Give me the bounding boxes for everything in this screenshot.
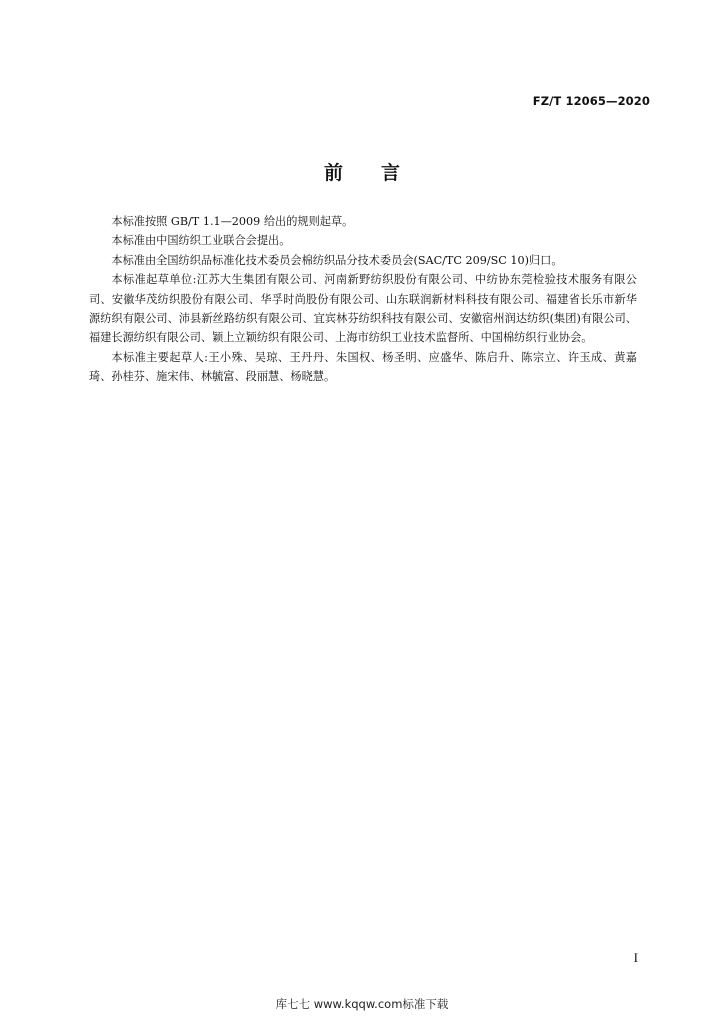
title-char-1: 前	[323, 162, 343, 184]
standard-number: FZ/T 12065—2020	[532, 94, 650, 108]
foreword-body	[89, 212, 637, 387]
paragraph-centralized-by: 本标准由全国纺织品标准化技术委员会棉纺织品分技术委员会(SAC/TC 209/SC 10)归口。	[111, 253, 563, 267]
paragraph-drafting-units: 本标准起草单位:江苏大生集团有限公司、河南新野纺织股份有限公司、中纺协东莞检验技术服务有限公司、安徽华茂纺织股份有限公司、华孚时尚股份有限公司、山东联润新材料科技有限公司、福建省长乐市新华源纺织有限公司、沛县新丝路纺织有限公司、宜宾林芬纺织科技有限公司、安徽宿州润达纺织(集团)有限公司、福建长源纺织有限公司、颖上立颖纺织有限公司、上海市纺织工业技术监督所、中国棉纺织行业协会。	[89, 273, 637, 345]
paragraph-main-drafters: 本标准主要起草人:王小殊、吴琼、王丹丹、朱国权、杨圣明、应盛华、陈启升、陈宗立、许玉成、黄嘉琦、孙桂芬、施宋伟、林毓富、段丽慧、杨晓慧。	[89, 350, 637, 384]
page-title	[0, 158, 724, 185]
paragraph-proposer: 本标准由中国纺织工业联合会提出。	[111, 234, 291, 248]
footer-watermark: 库七七 www.kqqw.com标准下载	[275, 997, 449, 1011]
title-char-2: 言	[381, 162, 401, 184]
page-number: I	[633, 950, 638, 965]
paragraph-drafting-rules: 本标准按照 GB/T 1.1—2009 给出的规则起草。	[111, 215, 354, 228]
